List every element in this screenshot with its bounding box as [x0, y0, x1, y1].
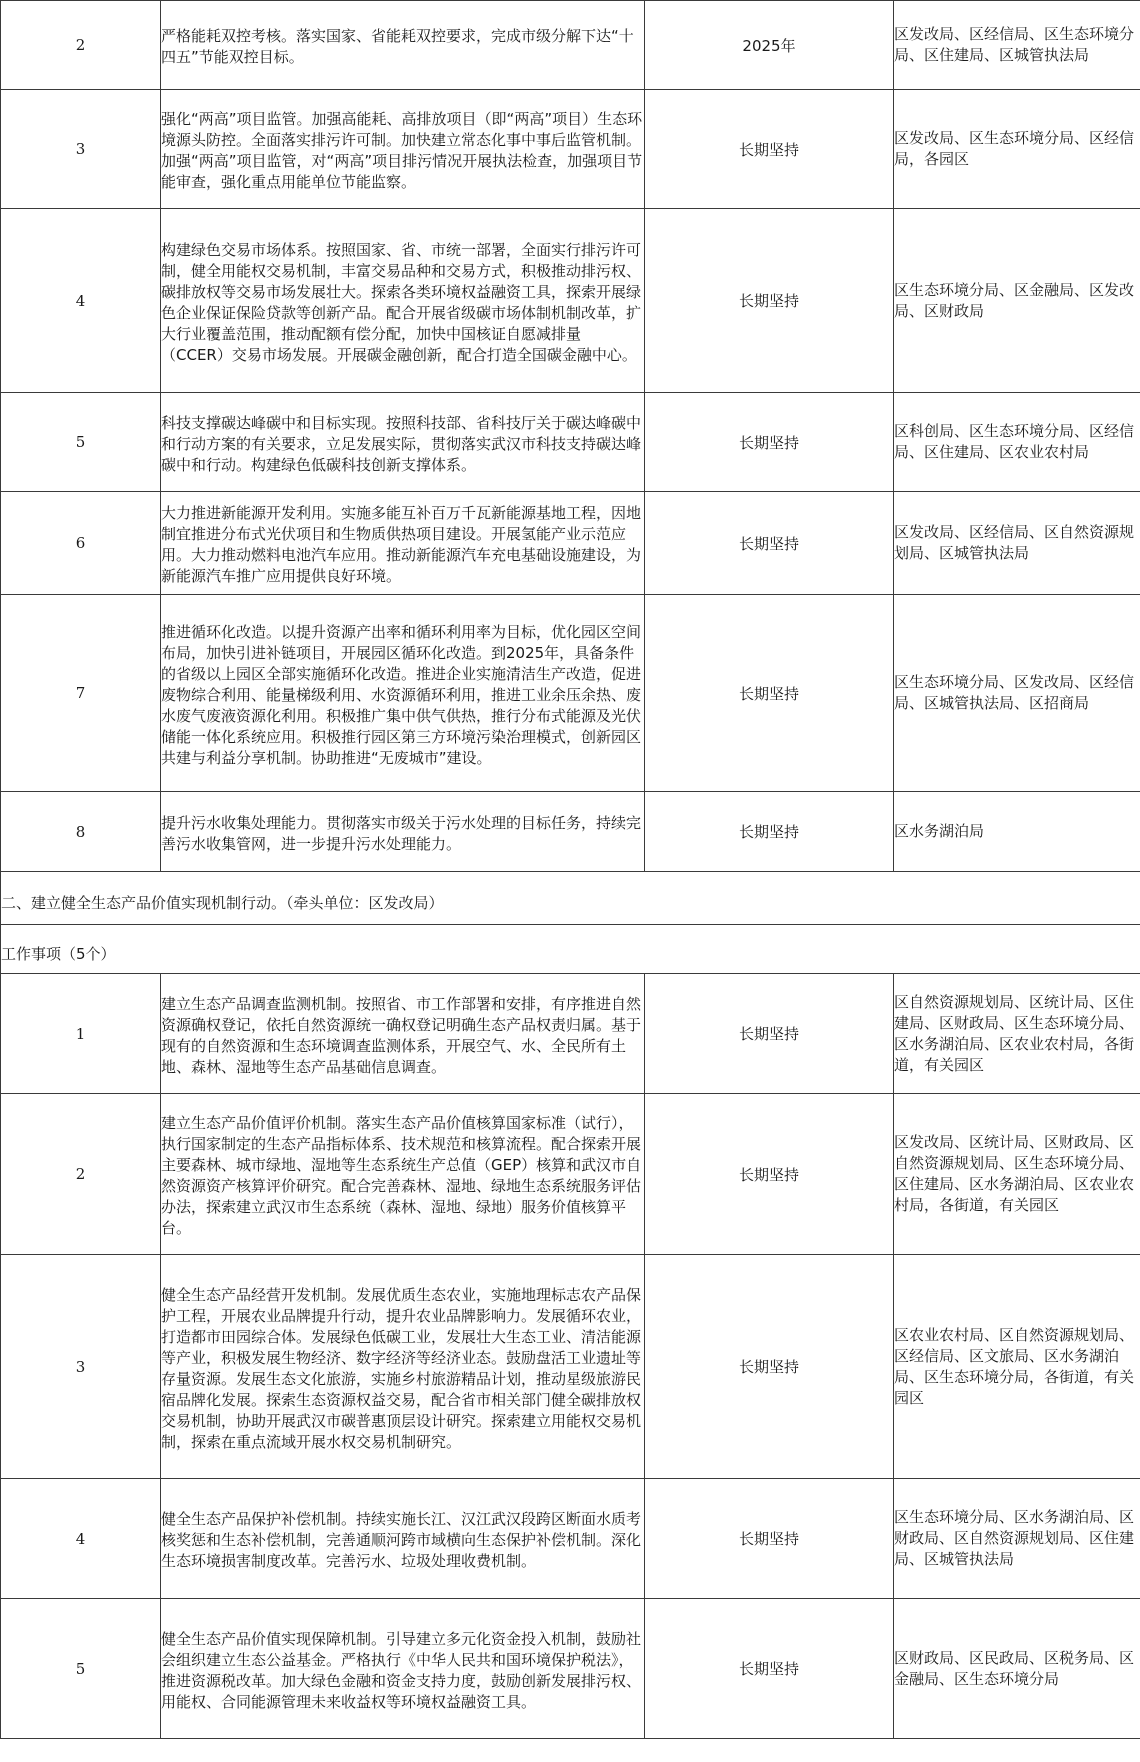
task-content	[161, 1255, 645, 1479]
task-content	[161, 90, 645, 209]
table-row	[1, 1094, 1140, 1255]
task-content	[161, 492, 645, 595]
responsible-units: 区生态环境分局、区发改局、区经信局、区城管执法局、区招商局	[894, 595, 1140, 792]
responsible-units: 区生态环境分局、区水务湖泊局、区财政局、区自然资源规划局、区住建局、区城管执法局	[894, 1479, 1140, 1599]
responsible-units: 区财政局、区民政局、区税务局、区金融局、区生态环境分局	[894, 1599, 1140, 1739]
deadline: 长期坚持	[645, 393, 894, 492]
task-content	[161, 1094, 645, 1255]
deadline: 长期坚持	[645, 90, 894, 209]
row-number: 7	[1, 595, 161, 792]
task-text: 构建绿色交易市场体系。按照国家、省、市统一部署，全面实行排污许可制，健全用能权交易机制，丰富交易品种和交易方式，积极推动排污权、碳排放权等交易市场发展壮大。探索各类环境权益融资工具，探索开展绿色企业保证保险贷款等创新产品。配合开展省级碳市场体制机制改革，扩大行业覆盖范围，推动配额有偿分配，加快中国核证自愿减排量（CCER）交易市场发展。开展碳金融创新，配合打造全国碳金融中心。	[161, 240, 642, 364]
row-number: 2	[1, 1, 161, 90]
deadline: 长期坚持	[645, 974, 894, 1094]
task-text: 大力推进新能源开发利用。实施多能互补百万千瓦新能源基地工程，因地制宜推进分布式光伏项目和生物质供热项目建设。开展氢能产业示范应用。大力推动燃料电池汽车应用。推动新能源汽车充电基础设施建设，为新能源汽车推广应用提供良好环境。	[161, 504, 642, 585]
row-number: 5	[1, 393, 161, 492]
items-label-row	[1, 925, 1140, 974]
deadline: 长期坚持	[645, 1094, 894, 1255]
task-text: 建立生态产品调查监测机制。按照省、市工作部署和安排，有序推进自然资源确权登记，依托自然资源统一确权登记明确生态产品权责归属。基于现有的自然资源和生态环境调查监测体系，开展空气、水、全民所有土地、森林、湿地等生态产品基础信息调查。	[161, 994, 642, 1076]
deadline: 2025年	[645, 1, 894, 90]
task-content	[161, 595, 645, 792]
responsible-units: 区生态环境分局、区金融局、区发改局、区财政局	[894, 209, 1140, 393]
row-number: 8	[1, 792, 161, 872]
responsible-units: 区发改局、区生态环境分局、区经信局，各园区	[894, 90, 1140, 209]
task-text: 建立生态产品价值评价机制。落实生态产品价值核算国家标准（试行），执行国家制定的生态产品指标体系、技术规范和核算流程。配合探索开展主要森林、城市绿地、湿地等生态系统生产总值（GEP）核算和武汉市自然资源资产核算评价研究。配合完善森林、湿地、绿地生态系统服务评估办法，探索建立武汉市生态系统（森林、湿地、绿地）服务价值核算平台。	[161, 1114, 642, 1237]
deadline: 长期坚持	[645, 1255, 894, 1479]
row-number: 2	[1, 1094, 161, 1255]
table-row	[1, 1599, 1140, 1739]
table-row	[1, 492, 1140, 595]
task-content	[161, 1, 645, 90]
section-row	[1, 872, 1140, 925]
task-content	[161, 209, 645, 393]
task-text: 强化“两高”项目监管。加强高能耗、高排放项目（即“两高”项目）生态环境源头防控。全面落实排污许可制。加快建立常态化事中事后监管机制。加强“两高”项目监管，对“两高”项目排污情况开展执法检查，加强项目节能审查，强化重点用能单位节能监察。	[161, 110, 643, 191]
responsible-units: 区科创局、区生态环境分局、区经信局、区住建局、区农业农村局	[894, 393, 1140, 492]
section-heading	[1, 872, 1140, 925]
row-number: 4	[1, 1479, 161, 1599]
table-row	[1, 974, 1140, 1094]
deadline: 长期坚持	[645, 792, 894, 872]
row-number: 6	[1, 492, 161, 595]
task-content	[161, 1599, 645, 1739]
table-row	[1, 1, 1140, 90]
responsible-units: 区发改局、区统计局、区财政局、区自然资源规划局、区生态环境分局、区住建局、区水务湖泊局、区农业农村局，各街道，有关园区	[894, 1094, 1140, 1255]
task-content	[161, 792, 645, 872]
table-row	[1, 393, 1140, 492]
deadline: 长期坚持	[645, 595, 894, 792]
deadline: 长期坚持	[645, 1599, 894, 1739]
table-row	[1, 209, 1140, 393]
row-number: 3	[1, 90, 161, 209]
responsible-units: 区水务湖泊局	[894, 792, 1140, 872]
responsible-units: 区发改局、区经信局、区自然资源规划局、区城管执法局	[894, 492, 1140, 595]
table-row	[1, 1479, 1140, 1599]
task-text: 健全生态产品价值实现保障机制。引导建立多元化资金投入机制，鼓励社会组织建立生态公益基金。严格执行《中华人民共和国环境保护税法》，推进资源税改革。加大绿色金融和资金支持力度，鼓励创新发展排污权、用能权、合同能源管理未来收益权等环境权益融资工具。	[161, 1629, 642, 1711]
responsible-units: 区自然资源规划局、区统计局、区住建局、区财政局、区生态环境分局、区水务湖泊局、区农业农村局，各街道，有关园区	[894, 974, 1140, 1094]
task-content	[161, 974, 645, 1094]
task-text: 科技支撑碳达峰碳中和目标实现。按照科技部、省科技厅关于碳达峰碳中和行动方案的有关要求，立足发展实际，贯彻落实武汉市科技支持碳达峰碳中和行动。构建绿色低碳科技创新支撑体系。	[161, 413, 642, 474]
deadline: 长期坚持	[645, 209, 894, 393]
task-text: 提升污水收集处理能力。贯彻落实市级关于污水处理的目标任务，持续完善污水收集管网，进一步提升污水处理能力。	[161, 813, 642, 853]
task-content	[161, 1479, 645, 1599]
row-number: 3	[1, 1255, 161, 1479]
row-number: 1	[1, 974, 161, 1094]
deadline: 长期坚持	[645, 492, 894, 595]
row-number: 5	[1, 1599, 161, 1739]
task-text: 推进循环化改造。以提升资源产出率和循环利用率为目标，优化园区空间布局，加快引进补链项目，开展园区循环化改造。到2025年，具备条件的省级以上园区全部实施循环化改造。推进企业实施清洁生产改造，促进废物综合利用、能量梯级利用、水资源循环利用，推进工业余压余热、废水废气废液资源化利用。积极推广集中供气供热，推行分布式能源及光伏储能一体化系统应用。积极推行园区第三方环境污染治理模式，创新园区共建与利益分享机制。协助推进“无废城市”建设。	[161, 622, 642, 767]
items-heading	[1, 925, 1140, 974]
table-row	[1, 90, 1140, 209]
items-label: 工作事项（5个）	[1, 944, 116, 963]
section-title: 二、建立健全生态产品价值实现机制行动。（牵头单位：区发改局）	[1, 893, 444, 912]
table-row	[1, 595, 1140, 792]
responsible-units: 区农业农村局、区自然资源规划局、区经信局、区文旅局、区水务湖泊局、区生态环境分局，各街道，有关园区	[894, 1255, 1140, 1479]
task-text: 健全生态产品经营开发机制。发展优质生态农业，实施地理标志农产品保护工程，开展农业品牌提升行动，提升农业品牌影响力。发展循环农业，打造都市田园综合体。发展绿色低碳工业，发展壮大生态工业、清洁能源等产业，积极发展生物经济、数字经济等经济业态。鼓励盘活工业遗址等存量资源。发展生态文化旅游，实施乡村旅游精品计划，推动星级旅游民宿品牌化发展。探索生态资源权益交易，配合省市相关部门健全碳排放权交易机制，协助开展武汉市碳普惠顶层设计研究。探索建立用能权交易机制，探索在重点流域开展水权交易机制研究。	[161, 1285, 642, 1451]
task-content	[161, 393, 645, 492]
table-row	[1, 1255, 1140, 1479]
responsible-units: 区发改局、区经信局、区生态环境分局、区住建局、区城管执法局	[894, 1, 1140, 90]
task-text: 健全生态产品保护补偿机制。持续实施长江、汉江武汉段跨区断面水质考核奖惩和生态补偿机制，完善通顺河跨市域横向生态保护补偿机制。深化生态环境损害制度改革。完善污水、垃圾处理收费机制。	[161, 1510, 642, 1570]
table-row	[1, 792, 1140, 872]
deadline: 长期坚持	[645, 1479, 894, 1599]
row-number: 4	[1, 209, 161, 393]
task-text: 严格能耗双控考核。落实国家、省能耗双控要求，完成市级分解下达“十四五”节能双控目标。	[161, 27, 634, 66]
